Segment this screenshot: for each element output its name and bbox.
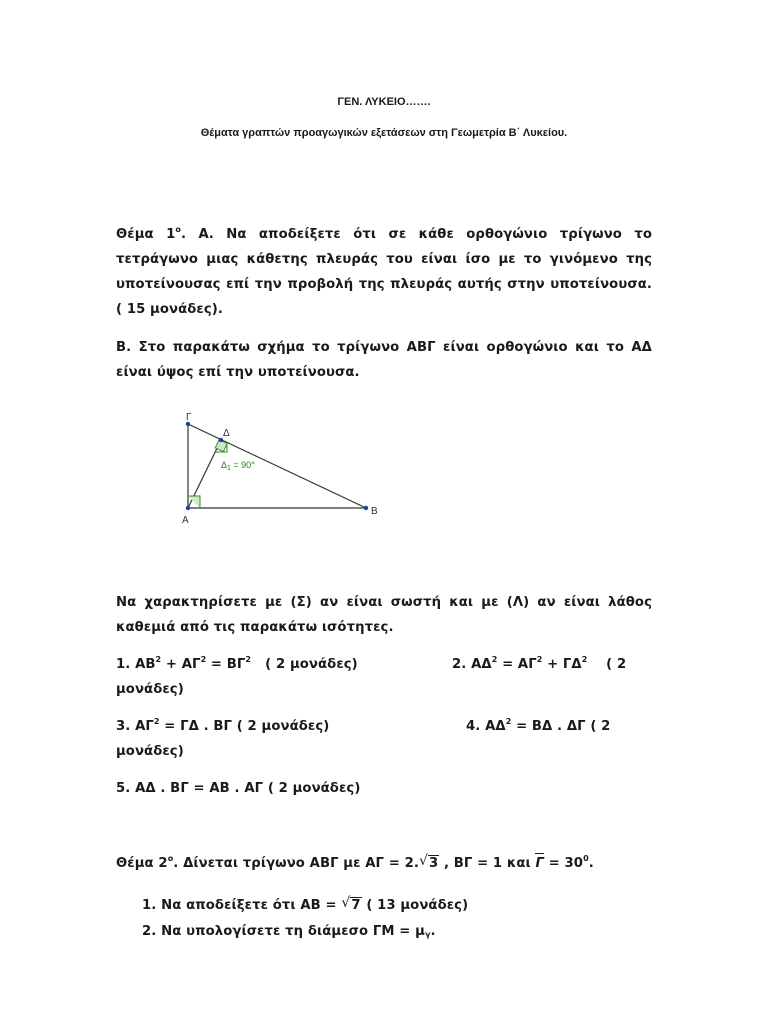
label-B: Β [371,506,378,517]
label-G: Γ [186,412,192,423]
side-GB [188,424,366,508]
theme1-instruction: Να χαρακτηρίσετε με (Σ) αν είναι σωστή και με (Λ) αν είναι λάθος καθεμιά από τις παρακάτω ισότητες. [116,595,652,635]
theme1-part-a: Θέμα $1^o$. Α. Να αποδείξετε ότι σε κάθε ορθογώνιο τρίγωνο το τετράγωνο μιας κάθετης πλευράς του είναι ίσο με το γινόμενο της υποτείνουσας επί την προβολή της πλευράς αυτής στην υποτείνουσα. ( 15 μονάδες). [116,225,652,317]
label-A: Α [182,515,189,526]
exam-subtitle: Θέματα γραπτών προαγωγικών εξετάσεων στη Γεωμετρία Β΄ Λυκείου. [200,127,568,139]
theme2-question-1: 1. Να αποδείξετε ότι ΑΒ = √ 7 ( 13 μονάδες) [142,895,469,913]
statement-4-cont: μονάδες) [116,744,184,759]
label-D: Δ [223,428,230,439]
right-triangle-figure [170,410,390,530]
statement-1: 1. $AB^2 + A\Gamma^2 = B\Gamma^2$ ( 2 μονάδες) [116,655,358,672]
theme2-statement: Θέμα $2^o$. Δίνεται τρίγωνο ΑΒΓ με ΑΓ = 2. √ 3 , ΒΓ = 1 και $\Gamma = 30^0$. [116,851,594,876]
statement-2: 2. $A\Delta^2 = A\Gamma^2 + \Gamma\Delta^2$ ( 2 [452,655,627,672]
statement-5: 5. ΑΔ . ΒΓ = ΑΒ . ΑΓ ( 2 μονάδες) [116,781,361,796]
theme2-question-2: 2. Να υπολογίσετε τη διάμεσο $\Gamma M = \mu_\gamma$. [142,924,436,939]
statement-2-cont: μονάδες) [116,682,184,697]
theme1-part-b: Β. Στο παρακάτω σχήμα το τρίγωνο ΑΒΓ είναι ορθογώνιο και το ΑΔ είναι ύψος επί την υποτείνουσα. [116,340,652,380]
point-A [186,506,190,510]
statement-3: 3. $A\Gamma^2 = \Gamma\Delta$ . ΒΓ ( 2 μονάδες) [116,717,330,734]
point-B [364,506,368,510]
angle-label: $\Delta_1 = 90^\circ$ [221,460,255,472]
school-header: ΓΕΝ. ΛΥΚΕΙΟ……. [337,96,431,108]
statement-4: 4. $A\Delta^2 = B\Delta$ . ΔΓ ( 2 [466,717,611,734]
right-angle-at-A [188,496,200,508]
